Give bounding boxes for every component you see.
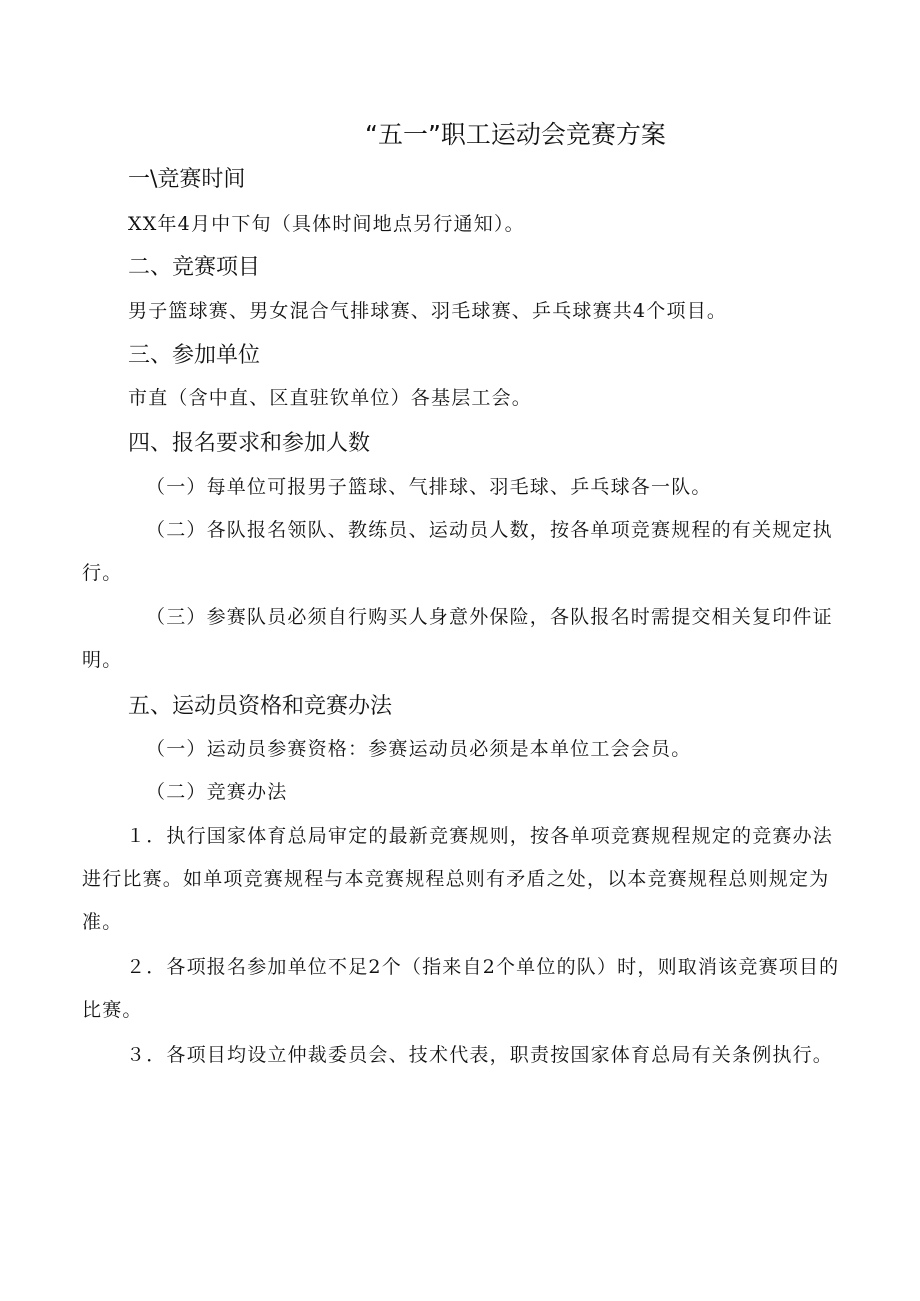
section-5-paragraph-4: ２．各项报名参加单位不足2个（指来自2个单位的队）时，则取消该竞赛项目的比赛。 [82,956,840,1021]
document-title: “五一”职工运动会竞赛方案 [365,120,666,149]
section-4-paragraph-3: （三）参赛队员必须自行购买人身意外保险，各队报名时需提交相关复印件证明。 [82,606,833,671]
section-heading-3: 三、参加单位 [128,343,261,368]
section-heading-2: 二、竞赛项目 [128,255,261,280]
section-heading-5: 五、运动员资格和竞赛办法 [128,694,393,719]
section-4-paragraph-2: （二）各队报名领队、教练员、运动员人数，按各单项竞赛规程的有关规定执行。 [82,519,833,584]
section-heading-4: 四、报名要求和参加人数 [128,431,371,456]
section-5-paragraph-1: （一）运动员参赛资格：参赛运动员必须是本单位工会会员。 [146,738,692,760]
section-heading-1: 一\竞赛时间 [128,167,246,192]
section-5-paragraph-3: １．执行国家体育总局审定的最新竞赛规则，按各单项竞赛规程规定的竞赛办法进行比赛。如单项竞赛规程与本竞赛规程总则有矛盾之处，以本竞赛规程总则规定为准。 [82,825,834,933]
section-3-paragraph-1: 市直（含中直、区直驻钦单位）各基层工会。 [128,387,533,409]
section-5-paragraph-5: ３．各项目均设立仲裁委员会、技术代表，职责按国家体育总局有关条例执行。 [126,1044,834,1066]
section-4-paragraph-1: （一）每单位可报男子篮球、气排球、羽毛球、乒乓球各一队。 [146,476,712,498]
section-1-paragraph-1: XX年4月中下旬（具体时间地点另行通知）。 [128,213,525,235]
section-2-paragraph-1: 男子篮球赛、男女混合气排球赛、羽毛球赛、乒乓球赛共4个项目。 [128,300,728,322]
section-5-paragraph-2: （二）竞赛办法 [146,781,288,803]
